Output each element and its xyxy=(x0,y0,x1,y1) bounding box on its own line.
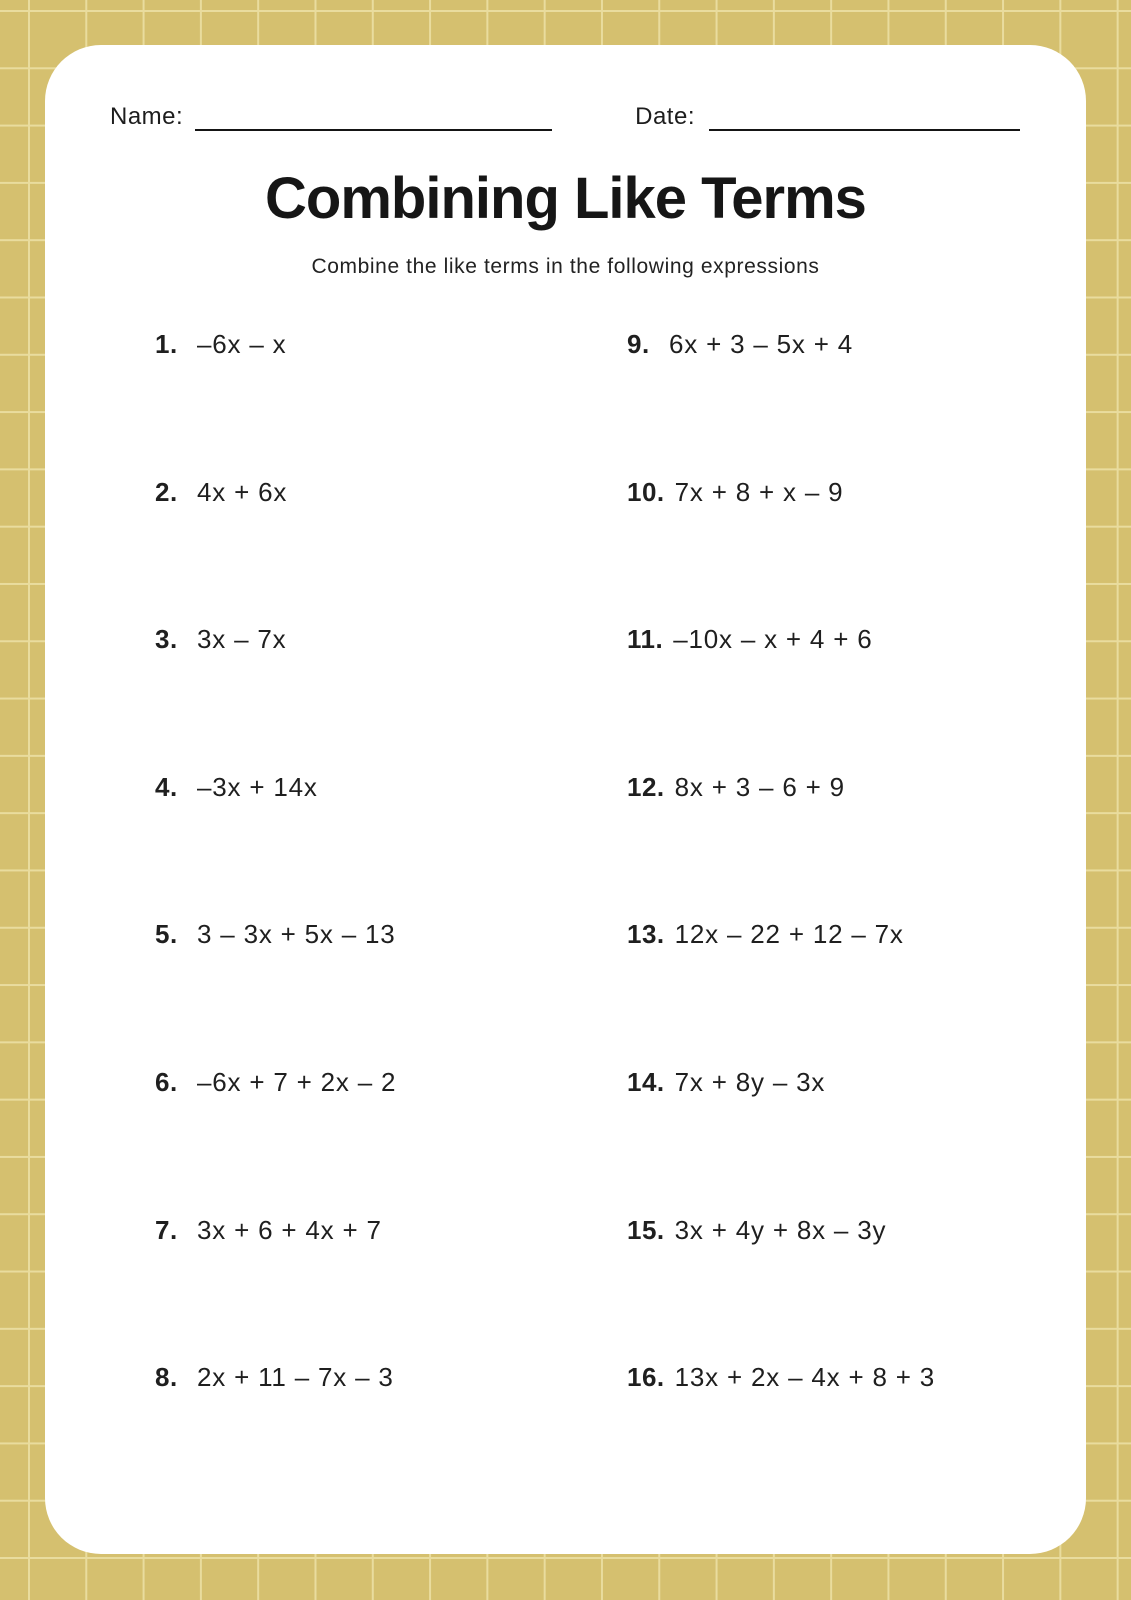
worksheet-header xyxy=(45,45,1086,131)
problem-number: 15. xyxy=(627,1214,665,1245)
problem-item xyxy=(155,329,627,477)
problem-item xyxy=(627,919,1086,1067)
problem-item xyxy=(627,1215,1086,1363)
problem-expression: 3x – 7x xyxy=(197,624,287,655)
name-blank-line xyxy=(195,107,552,131)
problem-item xyxy=(627,772,1086,920)
problem-item xyxy=(627,1067,1086,1215)
problem-number: 4. xyxy=(155,771,178,802)
problem-number: 6. xyxy=(155,1066,178,1097)
problem-number: 14. xyxy=(627,1066,665,1097)
date-field xyxy=(635,103,1020,131)
problem-expression: –6x + 7 + 2x – 2 xyxy=(197,1066,397,1097)
problem-expression: –6x – x xyxy=(197,329,287,359)
problem-expression: 7x + 8y – 3x xyxy=(674,1066,826,1097)
page-subtitle: Combine the like terms in the following expressions xyxy=(311,255,820,278)
problem-expression: –3x + 14x xyxy=(197,771,318,802)
date-blank-line xyxy=(709,107,1020,131)
name-field xyxy=(110,103,552,131)
worksheet-card xyxy=(45,45,1086,1554)
problem-expression: 3x + 6 + 4x + 7 xyxy=(197,1214,382,1245)
problem-expression: 12x – 22 + 12 – 7x xyxy=(674,919,904,950)
problem-item xyxy=(155,624,627,772)
problem-item xyxy=(627,329,1086,477)
problem-item xyxy=(627,477,1086,625)
date-label: Date: xyxy=(635,103,695,130)
problem-expression: 3x + 4y + 8x – 3y xyxy=(674,1214,887,1245)
problem-number: 3. xyxy=(155,624,178,655)
problem-number: 10. xyxy=(627,476,665,507)
problem-expression: 4x + 6x xyxy=(197,476,288,507)
problem-expression: 2x + 11 – 7x – 3 xyxy=(197,1362,394,1393)
problem-item xyxy=(627,1362,1086,1510)
problem-number: 12. xyxy=(627,771,665,802)
problem-number: 8. xyxy=(155,1362,178,1393)
problem-item xyxy=(155,1067,627,1215)
problem-expression: 3 – 3x + 5x – 13 xyxy=(197,919,396,950)
name-label: Name: xyxy=(110,103,184,130)
problem-item xyxy=(627,624,1086,772)
problem-expression: 8x + 3 – 6 + 9 xyxy=(674,771,845,802)
problem-expression: 6x + 3 – 5x + 4 xyxy=(669,329,854,359)
problem-number: 7. xyxy=(155,1214,178,1245)
problem-item xyxy=(155,1362,627,1510)
problem-number: 5. xyxy=(155,919,178,950)
problem-number: 13. xyxy=(627,919,665,950)
problem-item xyxy=(155,772,627,920)
problem-expression: 7x + 8 + x – 9 xyxy=(674,476,844,507)
problem-expression: 13x + 2x – 4x + 8 + 3 xyxy=(674,1362,936,1393)
problems-grid xyxy=(45,329,1086,1510)
problem-number: 9. xyxy=(627,329,650,359)
problem-expression: –10x – x + 4 + 6 xyxy=(673,624,873,655)
page-title: Combining Like Terms xyxy=(265,166,866,231)
problem-number: 2. xyxy=(155,476,178,507)
problem-item xyxy=(155,1215,627,1363)
problem-number: 11. xyxy=(627,624,664,655)
problem-number: 1. xyxy=(155,329,178,359)
problem-item xyxy=(155,919,627,1067)
problem-number: 16. xyxy=(627,1362,665,1393)
problem-item xyxy=(155,477,627,625)
